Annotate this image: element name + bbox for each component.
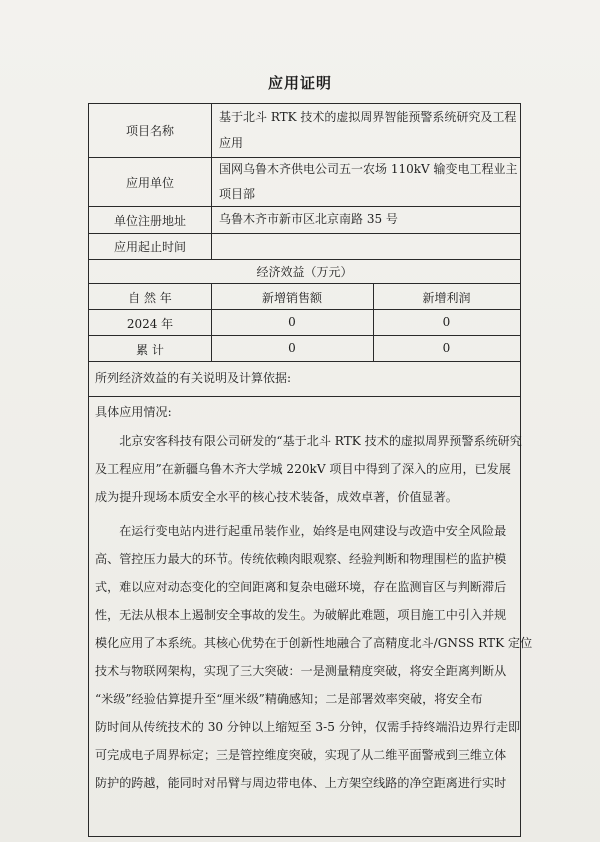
project-name-value-line2: 应用 bbox=[219, 136, 244, 150]
benefits-total-sales: 0 bbox=[288, 341, 296, 355]
benefits-col-sales: 新增销售额 bbox=[261, 291, 322, 305]
row-divider bbox=[89, 157, 520, 158]
application-heading: 具体应用情况: bbox=[95, 405, 172, 419]
benefits-total-profit: 0 bbox=[442, 341, 451, 355]
address-label: 单位注册地址 bbox=[113, 214, 186, 228]
benefits-col-year: 自 然 年 bbox=[128, 291, 172, 305]
application-paragraph-2 bbox=[95, 517, 533, 797]
paragraph-line: 可完成电子周界标定；三是管控维度突破，实现了从二维平面警戒到三维立体 bbox=[95, 748, 507, 762]
row-divider bbox=[89, 259, 520, 260]
unit-value-line1: 国网乌鲁木齐供电公司五一农场 110kV 输变电工程业主 bbox=[219, 162, 518, 176]
certificate-form-table bbox=[88, 103, 533, 837]
benefits-col-profit: 新增利润 bbox=[422, 291, 471, 305]
paragraph-line: 式，难以应对动态变化的空间距离和复杂电磁环境，存在监测盲区与判断滞后 bbox=[95, 580, 507, 594]
benefits-row-profit: 0 bbox=[442, 315, 451, 329]
benefits-row-sales: 0 bbox=[288, 315, 296, 329]
paragraph-line: 及工程应用”在新疆乌鲁木齐大学城 220kV 项目中得到了深入的应用，已发展 bbox=[95, 462, 511, 476]
unit-value-line2: 项目部 bbox=[219, 187, 256, 201]
paragraph-line: 防时间从传统技术的 30 分钟以上缩短至 3-5 分钟，仅需手持终端沿边界行走即 bbox=[95, 720, 521, 734]
address-value: 乌鲁木齐市新市区北京南路 35 号 bbox=[219, 212, 398, 226]
col-divider bbox=[211, 104, 212, 259]
row-divider bbox=[89, 206, 520, 207]
row-divider bbox=[89, 361, 520, 362]
paragraph-line: 防护的跨越，能同时对吊臂与周边带电体、上方架空线路的净空距离进行实时 bbox=[95, 776, 507, 790]
row-divider bbox=[89, 283, 520, 284]
benefits-total-label: 累 计 bbox=[136, 343, 164, 357]
paragraph-line: 高、管控压力最大的环节。传统依赖肉眼观察、经验判断和物理围栏的监护模 bbox=[95, 552, 507, 566]
unit-label: 应用单位 bbox=[125, 176, 174, 190]
row-divider bbox=[89, 396, 520, 397]
page-title: 应用证明 bbox=[267, 74, 332, 92]
application-description bbox=[95, 401, 533, 797]
paragraph-line: 成为提升现场本质安全水平的核心技术装备，成效卓著，价值显著。 bbox=[95, 490, 458, 504]
row-divider bbox=[89, 233, 520, 234]
paragraph-line: “米级”经验估算提升至“厘米级”精确感知；二是部署效率突破，将安全布 bbox=[95, 692, 483, 706]
benefits-heading: 经济效益（万元） bbox=[256, 265, 353, 279]
application-paragraph-1 bbox=[95, 427, 522, 511]
paragraph-line: 在运行变电站内进行起重吊装作业，始终是电网建设与改造中安全风险最 bbox=[119, 524, 507, 538]
paragraph-line: 性，无法从根本上遏制安全事故的发生。为破解此难题，项目施工中引入并规 bbox=[95, 608, 507, 622]
paragraph-line: 北京安客科技有限公司研发的“基于北斗 RTK 技术的虚拟周界预警系统研究 bbox=[119, 434, 522, 448]
paragraph-line: 模化应用了本系统。其核心优势在于创新性地融合了高精度北斗/GNSS RTK 定位 bbox=[95, 636, 533, 650]
project-name-label: 项目名称 bbox=[125, 124, 174, 138]
project-name-value-line1: 基于北斗 RTK 技术的虚拟周界智能预警系统研究及工程 bbox=[219, 110, 517, 124]
paragraph-line: 技术与物联网架构，实现了三大突破：一是测量精度突破，将安全距离判断从 bbox=[95, 664, 507, 678]
row-divider bbox=[89, 335, 520, 336]
calculation-basis-label: 所列经济效益的有关说明及计算依据: bbox=[95, 371, 292, 385]
benefits-row-year: 2024 年 bbox=[126, 317, 174, 331]
period-label: 应用起止时间 bbox=[113, 240, 186, 254]
row-divider bbox=[89, 309, 520, 310]
